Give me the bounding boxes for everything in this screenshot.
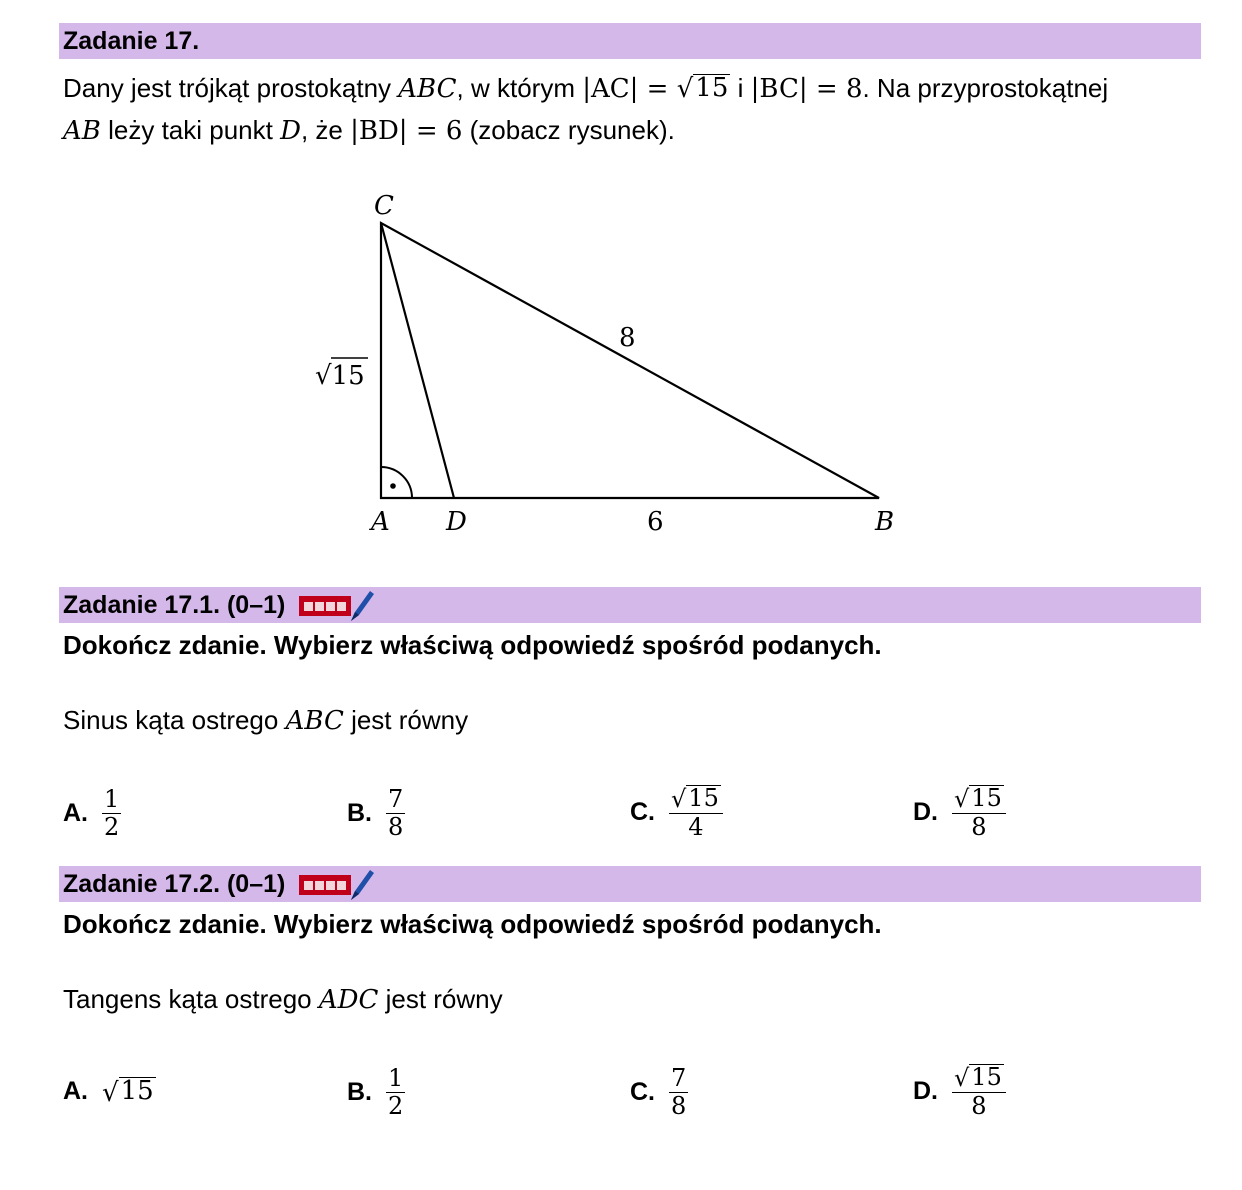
option-label: B. (347, 1078, 372, 1107)
pencil-icon (349, 867, 375, 903)
prompt-text: jest równy (378, 984, 503, 1014)
sqrt-expression: √ 15 (102, 1076, 154, 1108)
subtask-1-option-d[interactable] (913, 785, 1006, 841)
bc-expression: |BC| = 8 (750, 74, 863, 104)
option-label: B. (347, 799, 372, 828)
fraction: $\frac{1}{2}$ (388, 1064, 404, 1121)
subtask-1-instruction: Dokończ zdanie. Wybierz właściwą odpowiedź spośród podanych. (63, 630, 882, 660)
vertex-c-label: C (374, 191, 394, 221)
triangle-name: ABC (398, 74, 457, 104)
triangle-abc (381, 223, 879, 498)
subtask-2-badge (299, 867, 375, 903)
subtask-2-option-a[interactable] (63, 1077, 156, 1106)
option-label: A. (63, 1077, 88, 1105)
intro-text: Dany jest trójkąt prostokątny (63, 73, 399, 103)
subtask-1-badge (299, 588, 375, 624)
subtask-1-header (59, 587, 1201, 623)
sqrt-expression: √ 15 (954, 784, 1002, 814)
right-angle-mark (381, 467, 412, 498)
subtask-2-option-d[interactable] (913, 1064, 1006, 1120)
task-title: Zadanie 17. (63, 27, 200, 55)
option-label: D. (913, 798, 938, 827)
prompt-angle: ADC (318, 985, 379, 1015)
sqrt-expression: √ 15 (954, 1063, 1002, 1093)
pencil-icon (349, 588, 375, 624)
fraction: $\frac{7}{8}$ (671, 1064, 687, 1121)
option-label: C. (630, 1078, 655, 1107)
intro-text: leży taki punkt (100, 115, 281, 145)
fraction: √ 15 8 (952, 785, 1006, 841)
sqrt-expression: √ 15 (671, 784, 719, 814)
side-db-label: 6 (647, 507, 664, 537)
subtask-2-prompt (63, 979, 503, 1021)
option-label: C. (630, 798, 655, 827)
subtask-1-prompt (63, 700, 468, 742)
fraction: √ 15 8 (952, 1064, 1006, 1120)
subtask-2-title: Zadanie 17.2. (0–1) (63, 870, 286, 898)
sqrt-expression: √ 15 (676, 72, 729, 104)
side-name: AB (63, 116, 101, 146)
point-name: D (280, 116, 301, 146)
option-label: D. (913, 1077, 938, 1106)
fraction: $\frac{7}{8}$ (388, 785, 404, 842)
segment-cd (381, 223, 454, 498)
option-label: A. (63, 799, 88, 828)
intro-text: , że (300, 115, 351, 145)
prompt-text: jest równy (343, 705, 469, 735)
triangle-figure (0, 0, 1242, 560)
right-angle-dot (390, 483, 396, 489)
vertex-a-label: A (371, 507, 390, 537)
bd-expression: |BD| = 6 (350, 116, 463, 146)
subtask-2-header (59, 866, 1201, 902)
subtask-2-option-b[interactable] (347, 1066, 405, 1119)
prompt-text: Sinus kąta ostrego (63, 705, 286, 735)
score-boxes-icon (299, 875, 351, 895)
subtask-2-option-c[interactable] (630, 1066, 688, 1119)
score-boxes-icon (299, 596, 351, 616)
intro-text: i (730, 73, 751, 103)
fraction: $\frac{1}{2}$ (104, 785, 120, 842)
intro-text: . Na przyprostokątnej (862, 73, 1109, 103)
subtask-1-option-b[interactable] (347, 787, 405, 840)
subtask-2-instruction: Dokończ zdanie. Wybierz właściwą odpowiedź spośród podanych. (63, 909, 882, 939)
prompt-text: Tangens kąta ostrego (63, 984, 319, 1014)
subtask-1-option-a[interactable] (63, 787, 121, 840)
subtask-1-option-c[interactable] (630, 785, 723, 841)
ac-expression: |AC| = (582, 74, 677, 104)
vertex-d-label: D (446, 507, 467, 537)
side-ac-label: √15 (315, 361, 365, 391)
prompt-angle: ABC (285, 706, 344, 736)
vertex-b-label: B (875, 507, 895, 537)
fraction: √ 15 4 (669, 785, 723, 841)
intro-text: (zobacz rysunek). (462, 115, 675, 145)
side-bc-label: 8 (619, 323, 636, 353)
subtask-1-title: Zadanie 17.1. (0–1) (63, 591, 286, 619)
intro-text: , w którym (456, 73, 583, 103)
